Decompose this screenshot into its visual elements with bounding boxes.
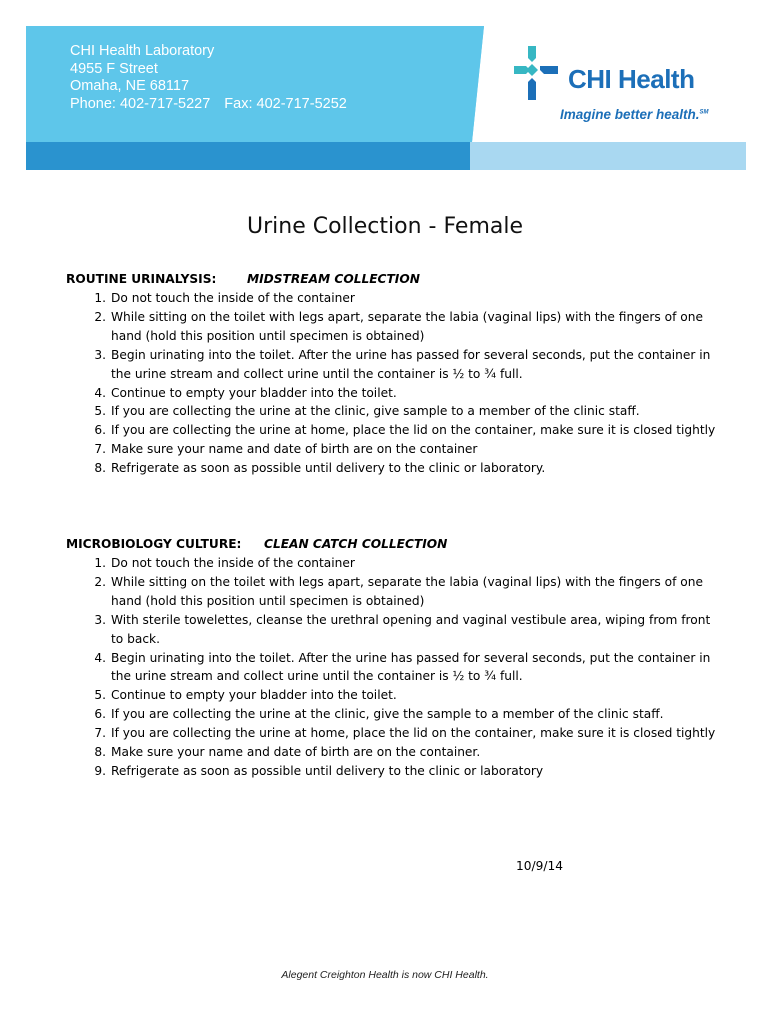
lab-contact-info	[70, 43, 347, 113]
step-text: Refrigerate as soon as possible until delivery to the clinic or laboratory.	[111, 461, 546, 476]
list-item	[66, 573, 716, 611]
step-number: 3.	[94, 347, 106, 362]
list-item	[66, 384, 716, 403]
section-label: ROUTINE URINALYSIS:	[66, 272, 217, 286]
list-item	[66, 705, 716, 724]
step-number: 7.	[94, 726, 106, 741]
list-item	[66, 289, 716, 308]
lab-phone: Phone: 402-717-5227	[70, 95, 211, 112]
lab-fax: Fax: 402-717-5252	[224, 95, 347, 112]
step-number: 5.	[94, 688, 106, 703]
step-text: While sitting on the toilet with legs apart, separate the labia (vaginal lips) with the fingers of one hand (hold this position until specimen is obtained)	[111, 574, 703, 608]
microbiology-culture-section	[66, 535, 716, 781]
collection-method: MIDSTREAM COLLECTION	[247, 272, 420, 286]
step-text: With sterile towelettes, cleanse the urethral opening and vaginal vestibule area, wiping from front to back.	[111, 612, 711, 646]
culture-steps-list	[66, 554, 716, 781]
step-number: 8.	[94, 461, 106, 476]
step-text: While sitting on the toilet with legs apart, separate the labia (vaginal lips) with the fingers of one hand (hold this position until specimen is obtained)	[111, 309, 703, 343]
step-text: If you are collecting the urine at home, place the lid on the container, make sure it is closed tightly	[111, 726, 716, 741]
list-item	[66, 308, 716, 346]
step-number: 2.	[94, 309, 106, 324]
list-item	[66, 421, 716, 440]
step-number: 6.	[94, 707, 106, 722]
list-item	[66, 724, 716, 743]
step-text: Refrigerate as soon as possible until delivery to the clinic or laboratory	[111, 763, 544, 778]
chi-health-cross-icon	[512, 44, 564, 102]
step-number: 2.	[94, 574, 106, 589]
collection-method: CLEAN CATCH COLLECTION	[264, 537, 448, 551]
list-item	[66, 402, 716, 421]
list-item	[66, 743, 716, 762]
list-item	[66, 346, 716, 384]
logo-wordmark: CHI Health	[568, 64, 695, 94]
step-text: Make sure your name and date of birth are on the container.	[111, 745, 481, 760]
step-text: Continue to empty your bladder into the toilet.	[111, 385, 397, 400]
footer-note: Alegent Creighton Health is now CHI Health.	[281, 969, 489, 981]
step-number: 4.	[94, 650, 106, 665]
lab-city: Omaha, NE 68117	[70, 78, 190, 94]
lab-name: CHI Health Laboratory	[70, 43, 215, 59]
step-number: 4.	[94, 385, 106, 400]
section-label: MICROBIOLOGY CULTURE:	[66, 537, 242, 551]
routine-steps-list	[66, 289, 716, 478]
step-number: 8.	[94, 745, 106, 760]
page-title: Urine Collection - Female	[246, 214, 524, 239]
letterhead	[26, 26, 746, 170]
list-item	[66, 649, 716, 687]
step-text: Make sure your name and date of birth are on the container	[111, 442, 478, 457]
step-number: 1.	[94, 291, 106, 305]
step-number: 3.	[94, 612, 106, 627]
list-item	[66, 762, 716, 781]
list-item	[66, 440, 716, 459]
step-text: Begin urinating into the toilet. After the urine has passed for several seconds, put the container in the urine stream and collect urine until the container is ½ to ¾ full.	[111, 347, 711, 381]
step-text: Begin urinating into the toilet. After the urine has passed for several seconds, put the container in the urine stream and collect urine until the container is ½ to ¾ full.	[111, 650, 711, 684]
step-number: 9.	[94, 763, 106, 778]
step-number: 6.	[94, 423, 106, 438]
list-item	[66, 686, 716, 705]
step-number: 1.	[94, 556, 106, 570]
lab-phone-fax	[70, 96, 347, 114]
list-item	[66, 459, 716, 478]
step-number: 5.	[94, 404, 106, 419]
chi-health-logo	[512, 42, 732, 132]
revision-date: 10/9/14	[516, 859, 563, 873]
list-item	[66, 611, 716, 649]
step-text: If you are collecting the urine at the clinic, give the sample to a member of the clinic staff.	[111, 707, 664, 722]
list-item	[66, 554, 716, 573]
lab-street: 4955 F Street	[70, 60, 158, 77]
header-bar-dark	[26, 142, 470, 170]
step-text: Continue to empty your bladder into the toilet.	[111, 688, 397, 703]
logo-tagline: Imagine better health.℠	[560, 107, 709, 122]
step-text: If you are collecting the urine at the clinic, give sample to a member of the clinic staff.	[111, 404, 640, 419]
step-text: Do not touch the inside of the container	[111, 556, 355, 570]
section-heading	[66, 535, 716, 554]
step-text: If you are collecting the urine at home, place the lid on the container, make sure it is closed tightly	[111, 423, 716, 438]
routine-urinalysis-section	[66, 270, 716, 478]
step-text: Do not touch the inside of the container	[111, 291, 355, 305]
section-heading	[66, 270, 716, 289]
step-number: 7.	[94, 442, 106, 457]
header-bar-light	[470, 142, 746, 170]
